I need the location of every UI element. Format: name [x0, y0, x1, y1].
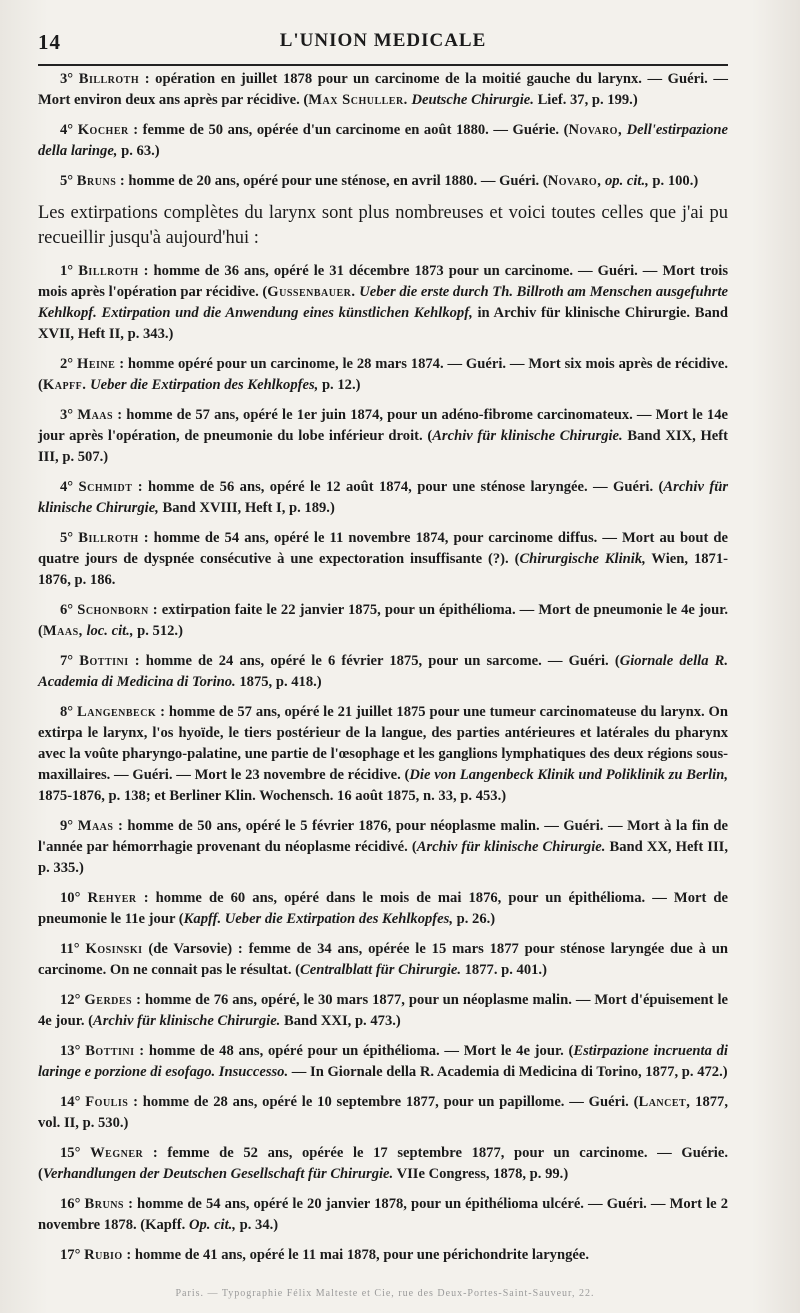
partial-case-entry: [38, 69, 728, 111]
case-entry: [38, 477, 728, 519]
entry-number: 3°: [60, 407, 74, 423]
case-description: : homme de 54 ans, opéré le 20 janvier 1878, pour un épithélioma ulcéré. — Guéri. — Mort le 2 novembre 1878. (Kapff.: [38, 1196, 728, 1233]
citation-details: 1877, vol. II, p. 530.): [38, 1094, 729, 1131]
citation-author: Lancet,: [638, 1094, 691, 1110]
header-rule: [38, 64, 728, 66]
citation-details: Band XVIII, Heft I, p. 189.): [158, 500, 335, 516]
citation-details: Lief. 37, p. 199.): [533, 92, 638, 108]
surgeon-name: Bottini: [79, 653, 129, 669]
citation-details: VIIe Congress, 1878, p. 99.): [393, 1166, 569, 1182]
case-description: : femme de 50 ans, opérée d'un carcinome en août 1880. — Guérie. (: [128, 122, 569, 138]
surgeon-name: Rehyer: [87, 890, 137, 906]
case-entry: [38, 939, 728, 981]
partial-extirpation-list: [38, 69, 728, 192]
citation-author: Maas,: [42, 623, 83, 639]
case-description: : homme de 48 ans, opéré pour un épithélioma. — Mort le 4e jour. (: [134, 1043, 574, 1059]
page-number: 14: [38, 30, 61, 54]
case-description: : homme de 41 ans, opéré le 11 mai 1878, pour une périchondrite laryngée.: [122, 1247, 589, 1263]
case-description: : homme de 76 ans, opéré, le 30 mars 1877, pour un néoplasme malin. — Mort d'épuisement le 4e jour. (: [38, 992, 728, 1029]
page-header: [38, 30, 728, 60]
surgeon-name: Maas: [77, 818, 114, 834]
entry-number: 12°: [60, 992, 81, 1008]
citation-work: Archiv für klinische Chirurgie.: [416, 839, 606, 855]
citation-details: — In Giornale della R. Academia di Medicina di Torino, 1877, p. 472.): [288, 1064, 728, 1080]
citation-details: Band XX, Heft III, p. 335.): [38, 839, 728, 876]
surgeon-name: Billroth: [78, 263, 139, 279]
surgeon-name: Heine: [77, 356, 116, 372]
citation-author: Novaro,: [568, 122, 623, 138]
entry-number: 2°: [60, 356, 74, 372]
citation-work: Centralblatt für Chirurgie.: [300, 962, 461, 978]
printer-footer: Paris. — Typographie Félix Malteste et Cie, rue des Deux-Portes-Saint-Sauveur, 22.: [175, 1288, 595, 1299]
partial-case-entry: [38, 171, 728, 192]
article-body: [38, 69, 728, 1275]
surgeon-name: Rubio: [84, 1247, 123, 1263]
case-description: : homme de 28 ans, opéré le 10 septembre 1877, pour un papillome. — Guéri. (: [128, 1094, 639, 1110]
case-description: : homme de 50 ans, opéré le 5 février 1876, pour néoplasme malin. — Guéri. — Mort à la fin de l'année par hémorrhagie provenant du néoplasme récidivé. (: [38, 818, 728, 855]
surgeon-name: Bottini: [85, 1043, 135, 1059]
citation-details: p. 63.): [117, 143, 160, 159]
entry-number: 4°: [60, 122, 74, 138]
surgeon-name: Maas: [77, 407, 114, 423]
surgeon-name: Kocher: [77, 122, 129, 138]
entry-number: 5°: [60, 530, 74, 546]
citation-work: Archiv für klinische Chirurgie.: [93, 1013, 281, 1029]
citation-author: Max Schuller.: [308, 92, 408, 108]
entry-number: 17°: [60, 1247, 81, 1263]
citation-work: Estirpazione incruenta di laringe e porzione di esofago. Insuccesso.: [38, 1043, 728, 1080]
case-entry: [38, 816, 728, 879]
case-description: : homme de 24 ans, opéré le 6 février 1875, pour un sarcome. — Guéri. (: [128, 653, 620, 669]
case-entry: [38, 888, 728, 930]
case-entry: [38, 651, 728, 693]
citation-author: Novaro,: [547, 173, 602, 189]
surgeon-name: Schmidt: [78, 479, 133, 495]
entry-number: 11°: [60, 941, 80, 957]
case-entry: [38, 702, 728, 807]
citation-work: Deutsche Chirurgie.: [407, 92, 534, 108]
case-description: : homme de 57 ans, opéré le 21 juillet 1875 pour une tumeur carcinomateuse du larynx. On extirpa le larynx, l'os hyoïde, le tiers postérieur de la langue, des parties antérieures et latérales du pharynx avec la voûte pharyngo-palatine, une partie de l'œsophage et les ganglions lymphatiques des deux régions sous-maxillaires. — Guéri. — Mort le 23 novembre de récidive. (: [38, 704, 728, 783]
citation-details: 1877. p. 401.): [460, 962, 547, 978]
entry-number: 15°: [60, 1145, 81, 1161]
entry-number: 5°: [60, 173, 74, 189]
citation-work: loc. cit.,: [82, 623, 134, 639]
case-description: : opération en juillet 1878 pour un carcinome de la moitié gauche du larynx. — Guéri. — Mort environ deux ans après par récidive. (: [38, 71, 728, 108]
case-description: : extirpation faite le 22 janvier 1875, pour un épithélioma. — Mort de pneumonie le 4e jour. (: [38, 602, 728, 639]
entry-number: 16°: [60, 1196, 81, 1212]
entry-number: 4°: [60, 479, 74, 495]
citation-author: Gussenbauer.: [267, 284, 356, 300]
case-entry: [38, 1143, 728, 1185]
citation-details: 1875, p. 418.): [235, 674, 322, 690]
case-description: (de Varsovie) : femme de 34 ans, opérée le 15 mars 1877 pour sténose laryngée due à un carcinome. On ne connait pas le résultat. (: [38, 941, 728, 978]
citation-details: in Archiv für klinische Chirurgie. Band XVII, Heft II, p. 343.): [38, 305, 728, 342]
citation-work: Ueber die erste durch Th. Billroth am Menschen ausgefuhrte Kehlkopf. Extirpation und die Anwendung eines künstlichen Kehlkopf,: [38, 284, 728, 321]
citation-details: Band XXI, p. 473.): [280, 1013, 401, 1029]
case-entry: [38, 1245, 728, 1266]
case-description: : homme de 57 ans, opéré le 1er juin 1874, pour un adéno-fibrome carcinomateux. — Mort le 14e jour après l'opération, de pneumonie du lobe inférieur droit. (: [38, 407, 729, 444]
surgeon-name: Bruns: [84, 1196, 124, 1212]
citation-work: Dell'estirpazione della laringe,: [38, 122, 728, 159]
case-description: : homme opéré pour un carcinome, le 28 mars 1874. — Guéri. — Mort six mois après de récidive. (: [38, 356, 729, 393]
surgeon-name: Bruns: [76, 173, 117, 189]
entry-number: 14°: [60, 1094, 81, 1110]
surgeon-name: Schonborn: [77, 602, 149, 618]
citation-work: Giornale della R. Academia di Medicina di Torino.: [38, 653, 729, 690]
entry-number: 3°: [60, 71, 74, 87]
surgeon-name: Billroth: [78, 71, 140, 87]
surgeon-name: Wegner: [90, 1145, 144, 1161]
citation-details: p. 512.): [133, 623, 183, 639]
citation-work: Archiv für klinische Chirurgie.: [432, 428, 623, 444]
case-description: : homme de 20 ans, opéré pour une sténose, en avril 1880. — Guéri. (: [116, 173, 548, 189]
entry-number: 7°: [60, 653, 74, 669]
case-entry: [38, 1194, 728, 1236]
entry-number: 10°: [60, 890, 81, 906]
running-title: L'UNION MEDICALE: [279, 30, 487, 51]
surgeon-name: Kosinski: [85, 941, 143, 957]
complete-extirpation-list: [38, 261, 728, 1266]
entry-number: 13°: [60, 1043, 81, 1059]
citation-details: p. 12.): [318, 377, 361, 393]
intro-paragraph: Les extirpations complètes du larynx sont plus nombreuses et voici toutes celles que j'ai pu recueillir jusqu'à aujourd'hui :: [38, 203, 728, 248]
citation-details: 1875-1876, p. 138; et Berliner Klin. Wochensch. 16 août 1875, n. 33, p. 453.): [38, 788, 507, 804]
citation-details: p. 34.): [235, 1217, 279, 1233]
entry-number: 9°: [60, 818, 74, 834]
case-description: : homme de 54 ans, opéré le 11 novembre 1874, pour carcinome diffus. — Mort au bout de quatre jours de dyspnée consécutive à une expectoration insuffisante (?). (: [38, 530, 728, 567]
case-entry: [38, 990, 728, 1032]
citation-details: p. 26.): [452, 911, 496, 927]
citation-details: Wien, 1871-1876, p. 186.: [38, 551, 728, 588]
case-entry: [38, 261, 728, 345]
citation-work: Verhandlungen der Deutschen Gesellschaft für Chirurgie.: [42, 1166, 394, 1182]
case-entry: [38, 1041, 728, 1083]
entry-number: 6°: [60, 602, 74, 618]
surgeon-name: Foulis: [85, 1094, 129, 1110]
citation-work: Chirurgische Klinik,: [519, 551, 646, 567]
case-entry: [38, 1092, 728, 1134]
citation-work: Kapff. Ueber die Extirpation des Kehlkopfes,: [183, 911, 453, 927]
case-description: : homme de 56 ans, opéré le 12 août 1874, pour une sténose laryngée. — Guéri. (: [132, 479, 664, 495]
citation-work: Archiv für klinische Chirurgie,: [38, 479, 729, 516]
surgeon-name: Gerdes: [84, 992, 133, 1008]
surgeon-name: Billroth: [78, 530, 139, 546]
citation-details: p. 100.): [648, 173, 699, 189]
surgeon-name: Langenbeck: [77, 704, 157, 720]
citation-work: op. cit.,: [601, 173, 649, 189]
entry-number: 8°: [60, 704, 74, 720]
case-description: : homme de 60 ans, opéré dans le mois de mai 1876, pour un épithélioma. — Mort de pneumonie le 11e jour (: [38, 890, 728, 927]
citation-author: Kapff.: [42, 377, 87, 393]
case-entry: [38, 354, 728, 396]
case-entry: [38, 405, 728, 468]
partial-case-entry: [38, 120, 728, 162]
citation-details: Band XIX, Heft III, p. 507.): [38, 428, 728, 465]
entry-number: 1°: [60, 263, 74, 279]
case-entry: [38, 600, 728, 642]
citation-work: Ueber die Extirpation des Kehlkopfes,: [86, 377, 319, 393]
citation-work: Die von Langenbeck Klinik und Poliklinik zu Berlin,: [409, 767, 728, 783]
case-description: : femme de 52 ans, opérée le 17 septembre 1877, pour un carcinome. — Guérie. (: [38, 1145, 728, 1182]
citation-work: Op. cit.,: [188, 1217, 236, 1233]
case-description: : homme de 36 ans, opéré le 31 décembre 1873 pour un carcinome. — Guéri. — Mort trois mois après l'opération par récidive. (: [38, 263, 728, 300]
case-entry: [38, 528, 728, 591]
